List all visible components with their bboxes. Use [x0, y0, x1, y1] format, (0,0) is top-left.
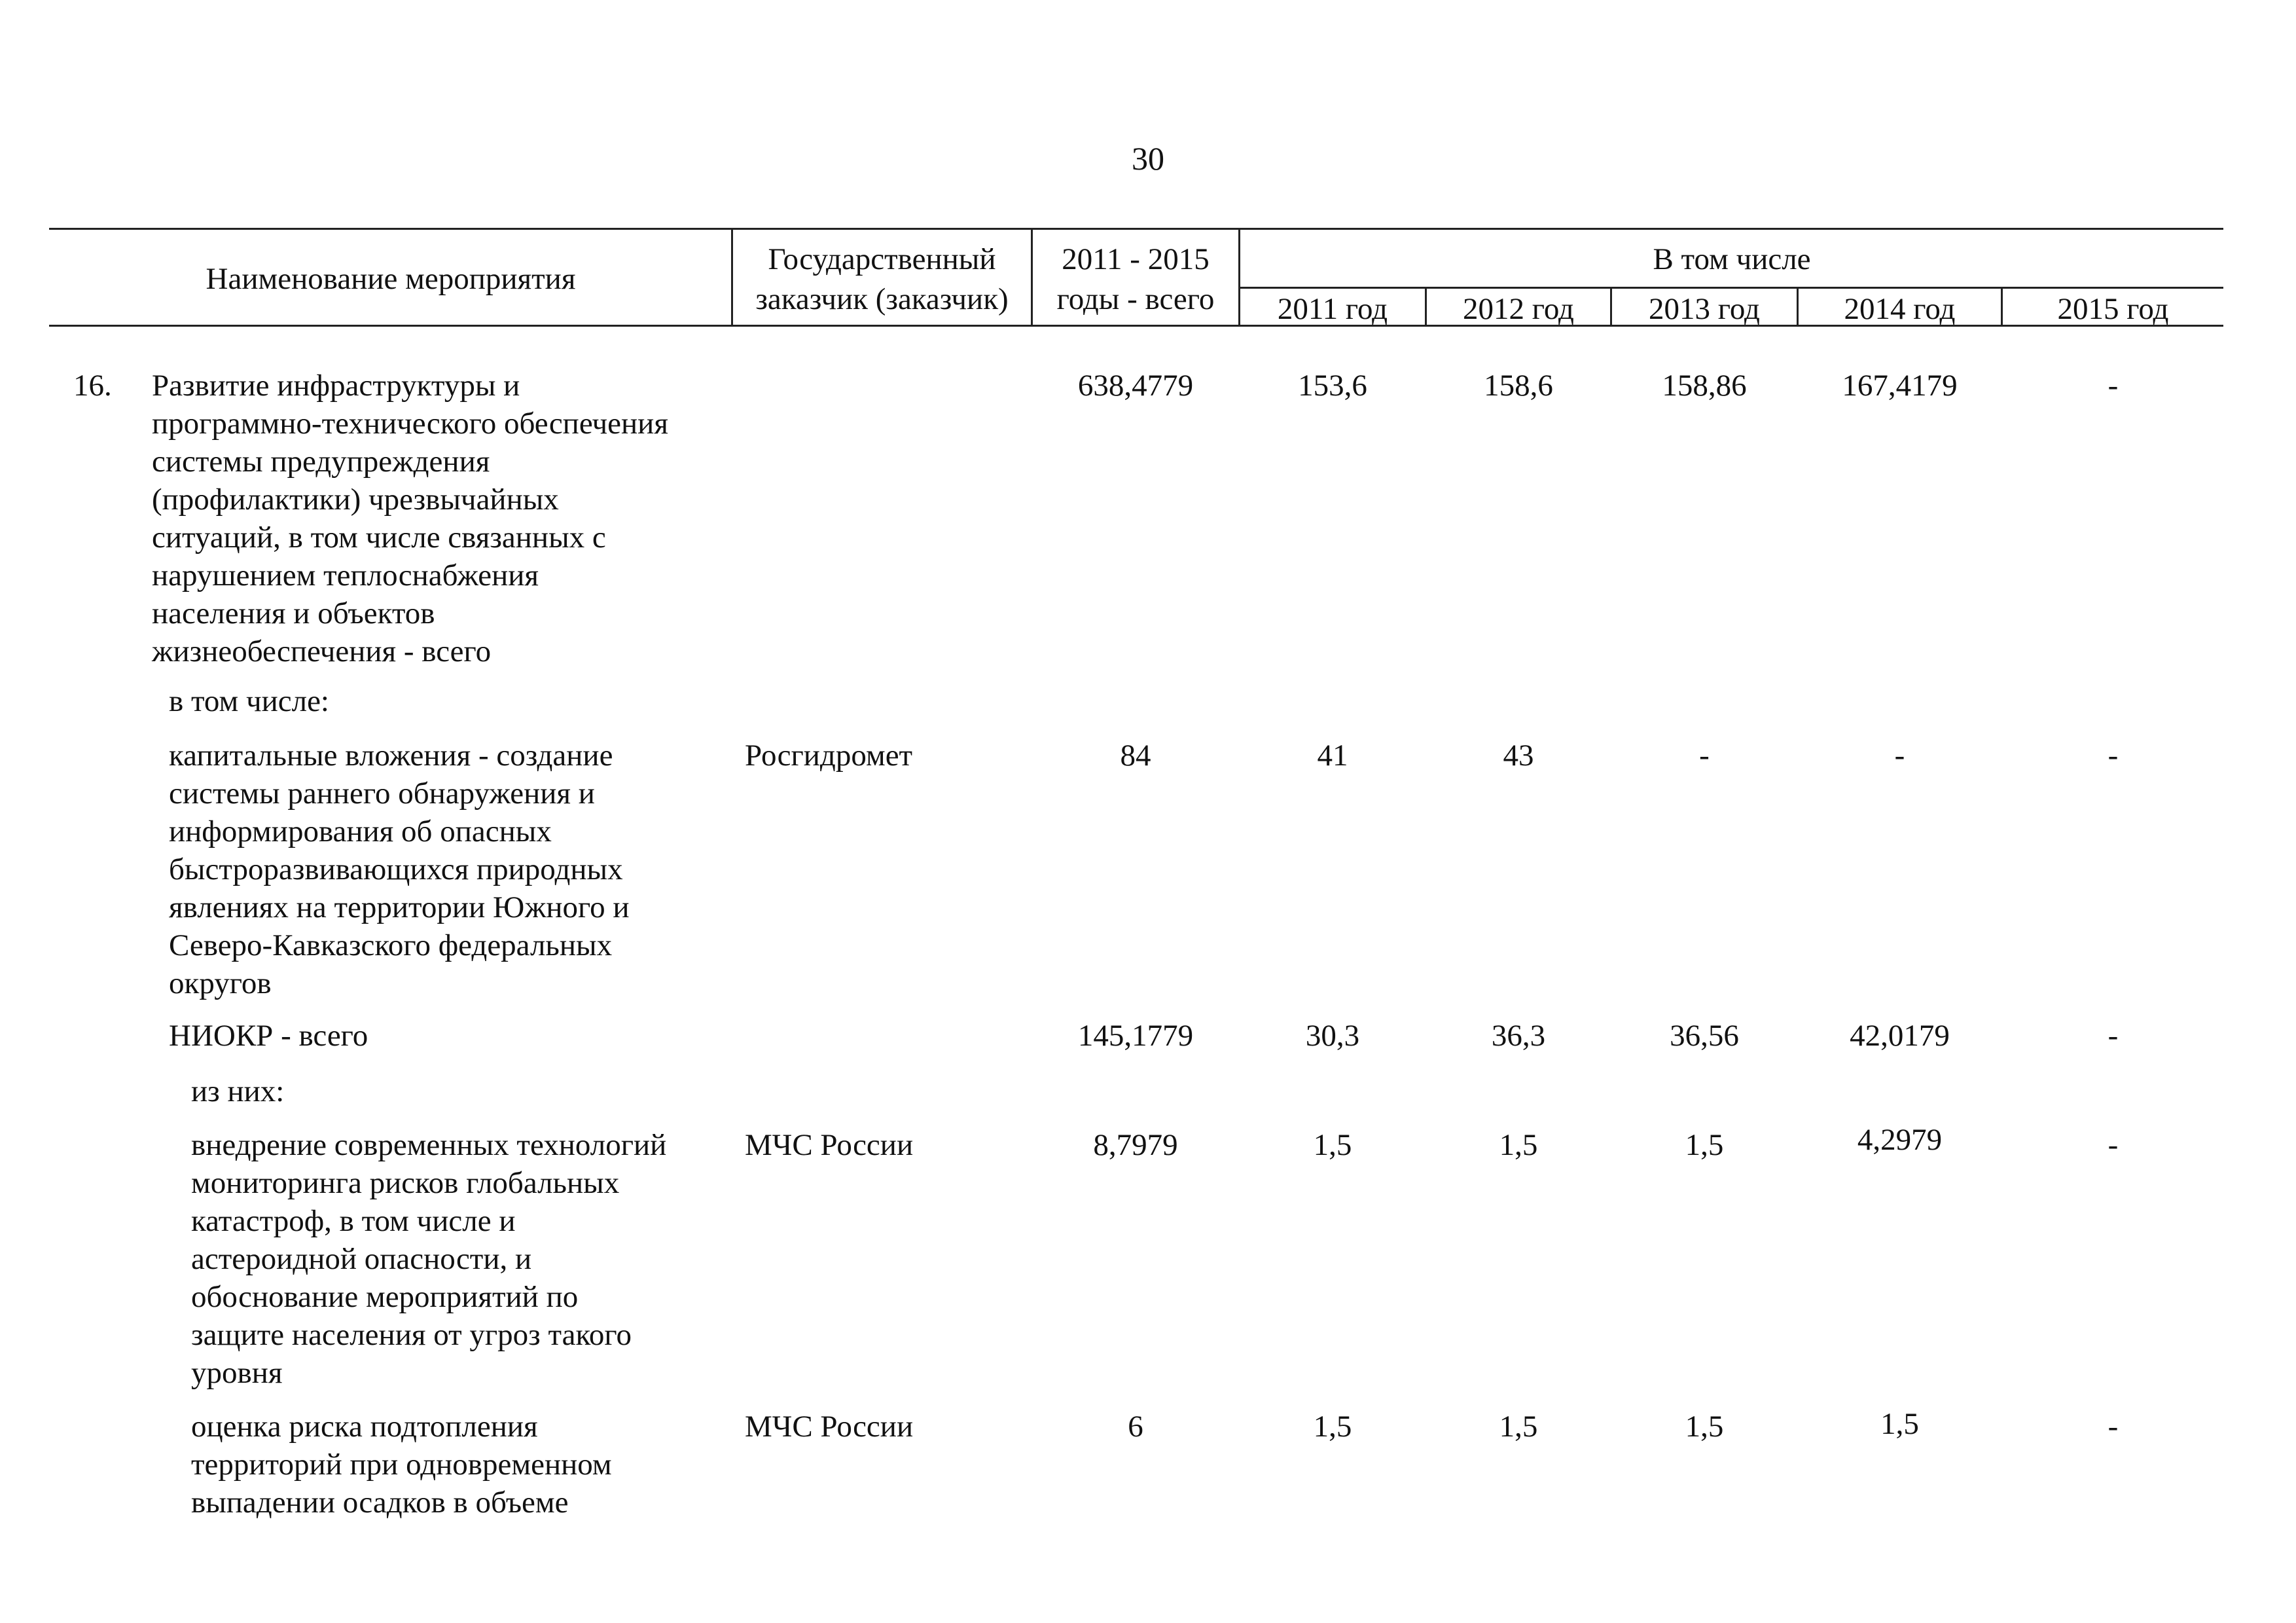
row-capital-name-line: системы раннего обнаружения и	[169, 776, 595, 811]
row-16-name	[152, 367, 668, 670]
row-16-name-line: (профилактики) чрезвычайных	[152, 483, 559, 517]
header-name: Наименование мероприятия	[206, 262, 576, 296]
row-monitoring-customer: МЧС России	[745, 1128, 914, 1162]
header-including: В том числе	[1653, 242, 1811, 276]
row-flood-y2013: 1,5	[1685, 1410, 1724, 1444]
row-including-label: в том числе:	[169, 684, 329, 718]
row-monitoring-y2013: 1,5	[1685, 1128, 1724, 1162]
row-monitoring-name-line: мониторинга рисков глобальных	[191, 1166, 620, 1200]
row-16-y2012: 158,6	[1484, 369, 1553, 403]
row-capital-name-line: округов	[169, 966, 272, 1000]
page-number: 30	[1132, 140, 1164, 177]
row-monitoring-y2014: 4,2979	[1857, 1123, 1943, 1157]
header-customer-line1: Государственный	[768, 242, 996, 276]
header-total-line1: 2011 - 2015	[1062, 242, 1210, 276]
row-flood-total: 6	[1128, 1410, 1143, 1444]
row-16-name-line: нарушением теплоснабжения	[152, 558, 539, 593]
row-flood-customer: МЧС России	[745, 1410, 914, 1444]
row-rnd-y2015: -	[2108, 1019, 2119, 1053]
row-16-name-line: системы предупреждения	[152, 445, 490, 479]
row-capital-y2012: 43	[1503, 739, 1534, 773]
row-capital-y2015: -	[2108, 739, 2119, 773]
row-16-total: 638,4779	[1077, 369, 1194, 403]
row-of-them-label: из них:	[191, 1074, 285, 1108]
row-capital-total: 84	[1120, 739, 1151, 773]
row-flood-name-line: территорий при одновременном	[191, 1448, 612, 1482]
header-year-2013: 2013 год	[1649, 292, 1760, 326]
row-rnd-name: НИОКР - всего	[169, 1019, 368, 1053]
row-capital-customer: Росгидромет	[745, 739, 913, 773]
row-16-name-line: жизнеобеспечения - всего	[152, 634, 492, 668]
row-16-name-line: населения и объектов	[152, 596, 435, 630]
row-flood-y2011: 1,5	[1313, 1410, 1352, 1444]
row-flood-name-line: оценка риска подтопления	[191, 1410, 538, 1444]
row-rnd-y2011: 30,3	[1305, 1019, 1360, 1053]
row-flood-name	[191, 1408, 612, 1522]
header-year-2011: 2011 год	[1277, 292, 1388, 326]
header-year-2014: 2014 год	[1844, 292, 1956, 326]
header-total-line2: годы - всего	[1056, 282, 1215, 316]
row-rnd-y2014: 42,0179	[1850, 1019, 1950, 1053]
header-year-rule	[1238, 287, 2223, 289]
row-monitoring-name-line: уровня	[191, 1356, 283, 1390]
row-monitoring-name-line: внедрение современных технологий	[191, 1128, 667, 1162]
row-capital-name	[169, 737, 630, 1002]
row-monitoring-name-line: защите населения от угроз такого	[191, 1318, 632, 1352]
header-top-rule	[49, 228, 2223, 230]
row-capital-y2013: -	[1699, 739, 1710, 773]
row-monitoring-y2015: -	[2108, 1128, 2119, 1162]
row-16-y2015: -	[2108, 369, 2119, 403]
row-capital-name-line: капитальные вложения - создание	[169, 739, 613, 773]
row-16-number: 16.	[73, 369, 112, 403]
row-flood-y2015: -	[2108, 1410, 2119, 1444]
row-16-name-line: Развитие инфраструктуры и	[152, 369, 520, 403]
row-flood-name-line: выпадении осадков в объеме	[191, 1486, 569, 1520]
row-capital-name-line: явлениях на территории Южного и	[169, 890, 630, 924]
row-flood-y2014: 1,5	[1880, 1407, 1919, 1441]
row-16-y2013: 158,86	[1662, 369, 1747, 403]
row-capital-y2014: -	[1894, 739, 1905, 773]
row-16-name-line: программно-технического обеспечения	[152, 407, 668, 441]
row-16-y2011: 153,6	[1298, 369, 1367, 403]
row-monitoring-name	[191, 1126, 666, 1392]
row-monitoring-y2011: 1,5	[1313, 1128, 1352, 1162]
header-customer-line2: заказчик (заказчик)	[755, 282, 1009, 316]
row-capital-name-line: Северо-Кавказского федеральных	[169, 928, 613, 962]
row-16-name-line: ситуаций, в том числе связанных с	[152, 520, 606, 555]
header-year-2012: 2012 год	[1463, 292, 1574, 326]
row-monitoring-name-line: катастроф, в том числе и	[191, 1204, 516, 1238]
row-monitoring-name-line: обоснование мероприятий по	[191, 1280, 579, 1314]
row-rnd-y2013: 36,56	[1670, 1019, 1739, 1053]
row-monitoring-name-line: астероидной опасности, и	[191, 1242, 532, 1276]
row-capital-y2011: 41	[1317, 739, 1348, 773]
row-capital-name-line: информирования об опасных	[169, 814, 552, 848]
row-flood-y2012: 1,5	[1499, 1410, 1538, 1444]
row-capital-name-line: быстроразвивающихся природных	[169, 852, 623, 886]
row-rnd-total: 145,1779	[1077, 1019, 1194, 1053]
header-year-2015: 2015 год	[2057, 292, 2169, 326]
row-16-y2014: 167,4179	[1842, 369, 1958, 403]
row-rnd-y2012: 36,3	[1491, 1019, 1546, 1053]
row-monitoring-y2012: 1,5	[1499, 1128, 1538, 1162]
row-monitoring-total: 8,7979	[1093, 1128, 1178, 1162]
